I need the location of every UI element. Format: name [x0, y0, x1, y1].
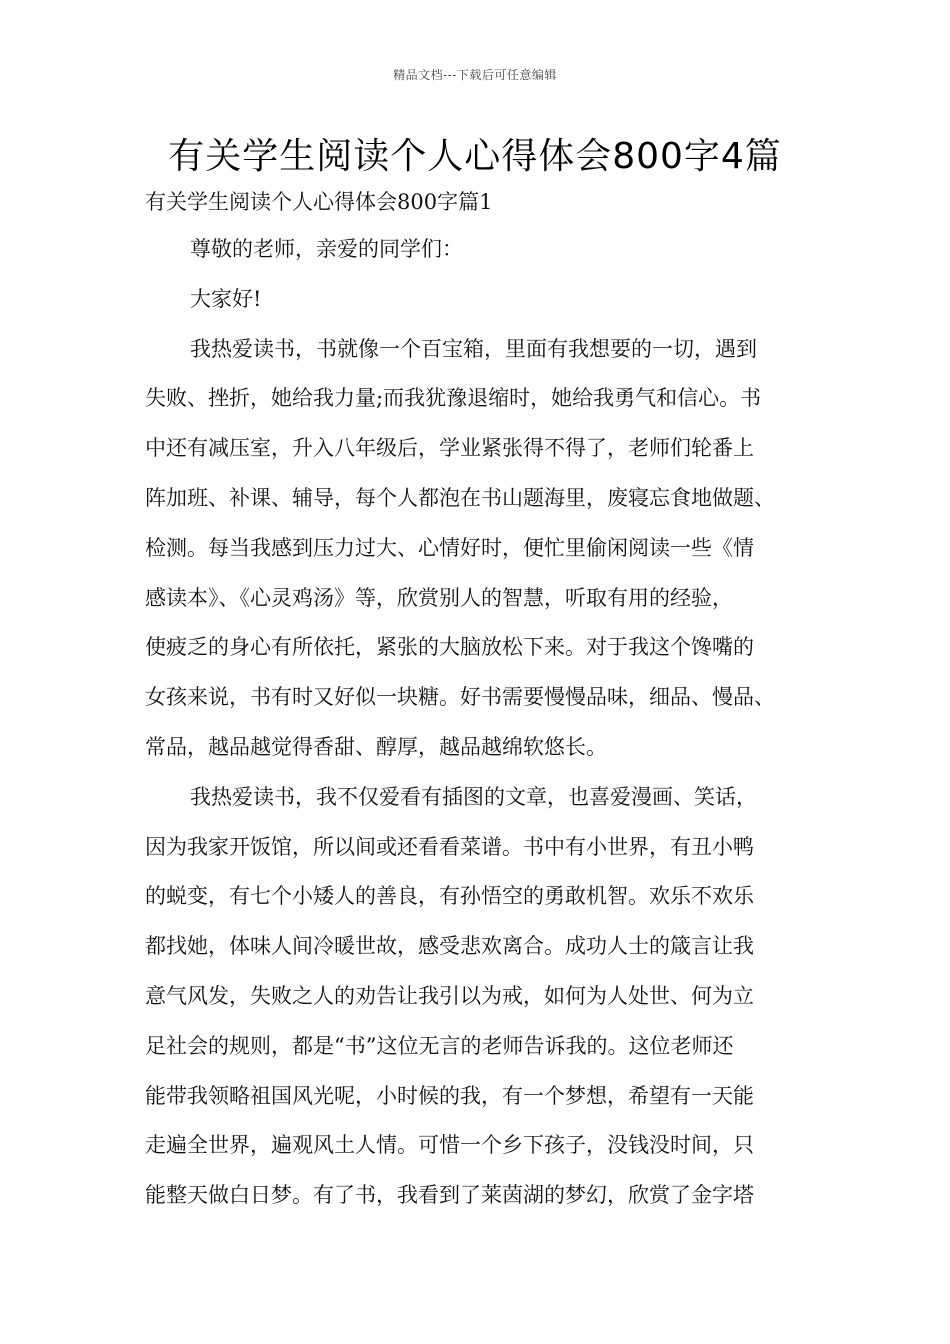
body-text — [145, 225, 825, 1221]
text-line: 能整天做白日梦。有了书，我看到了莱茵湖的梦幻，欣赏了金字塔 — [145, 1183, 754, 1208]
text-line: 都找她，体味人间冷暖世故，感受悲欢离合。成功人士的箴言让我 — [145, 934, 754, 959]
text-line: 女孩来说，书有时又好似一块糖。好书需要慢慢品味，细品、慢品、 — [145, 685, 775, 710]
text-line: 失败、挫折，她给我力量;而我犹豫退缩时，她给我勇气和信心。书 — [145, 386, 762, 411]
text-line: 走遍全世界，遍观风土人情。可惜一个乡下孩子，没钱没时间，只 — [145, 1133, 754, 1158]
text-line: 使疲乏的身心有所依托，紧张的大脑放松下来。对于我这个馋嘴的 — [145, 635, 754, 660]
text-line: 感读本》、《心灵鸡汤》等，欣赏别人的智慧，听取有用的经验， — [145, 585, 733, 610]
section-heading: 有关学生阅读个人心得体会800字篇1 — [145, 190, 493, 214]
text-line: 尊敬的老师，亲爱的同学们： — [190, 237, 463, 261]
text-line: 大家好! — [190, 286, 262, 311]
text-line: 中还有减压室，升入八年级后，学业紧张得不得了，老师们轮番上 — [145, 436, 754, 461]
text-line: 因为我家开饭馆，所以间或还看看菜谱。书中有小世界，有丑小鸭 — [145, 834, 754, 859]
text-line: 检测。每当我感到压力过大、心情好时，便忙里偷闲阅读一些《情 — [145, 535, 754, 560]
text-line: 足社会的规则，都是“书”这位无言的老师告诉我的。这位老师还 — [145, 1033, 734, 1058]
document-title: 有关学生阅读个人心得体会800字4篇 — [168, 136, 782, 177]
text-line: 的蜕变，有七个小矮人的善良，有孙悟空的勇敢机智。欢乐不欢乐 — [145, 884, 754, 909]
text-line: 意气风发，失败之人的劝告让我引以为戒，如何为人处世、何为立 — [145, 983, 754, 1008]
text-line: 能带我领略祖国风光呢，小时候的我，有一个梦想，希望有一天能 — [145, 1083, 754, 1108]
text-line: 我热爱读书，书就像一个百宝箱，里面有我想要的一切，遇到 — [190, 336, 757, 361]
header-note: 精品文档---下载后可任意编辑 — [393, 68, 557, 82]
text-line: 阵加班、补课、辅导，每个人都泡在书山题海里，废寝忘食地做题、 — [145, 485, 775, 510]
text-line: 我热爱读书，我不仅爱看有插图的文章，也喜爱漫画、笑话， — [190, 784, 757, 809]
text-line: 常品，越品越觉得香甜、醇厚，越品越绵软悠长。 — [145, 734, 607, 759]
